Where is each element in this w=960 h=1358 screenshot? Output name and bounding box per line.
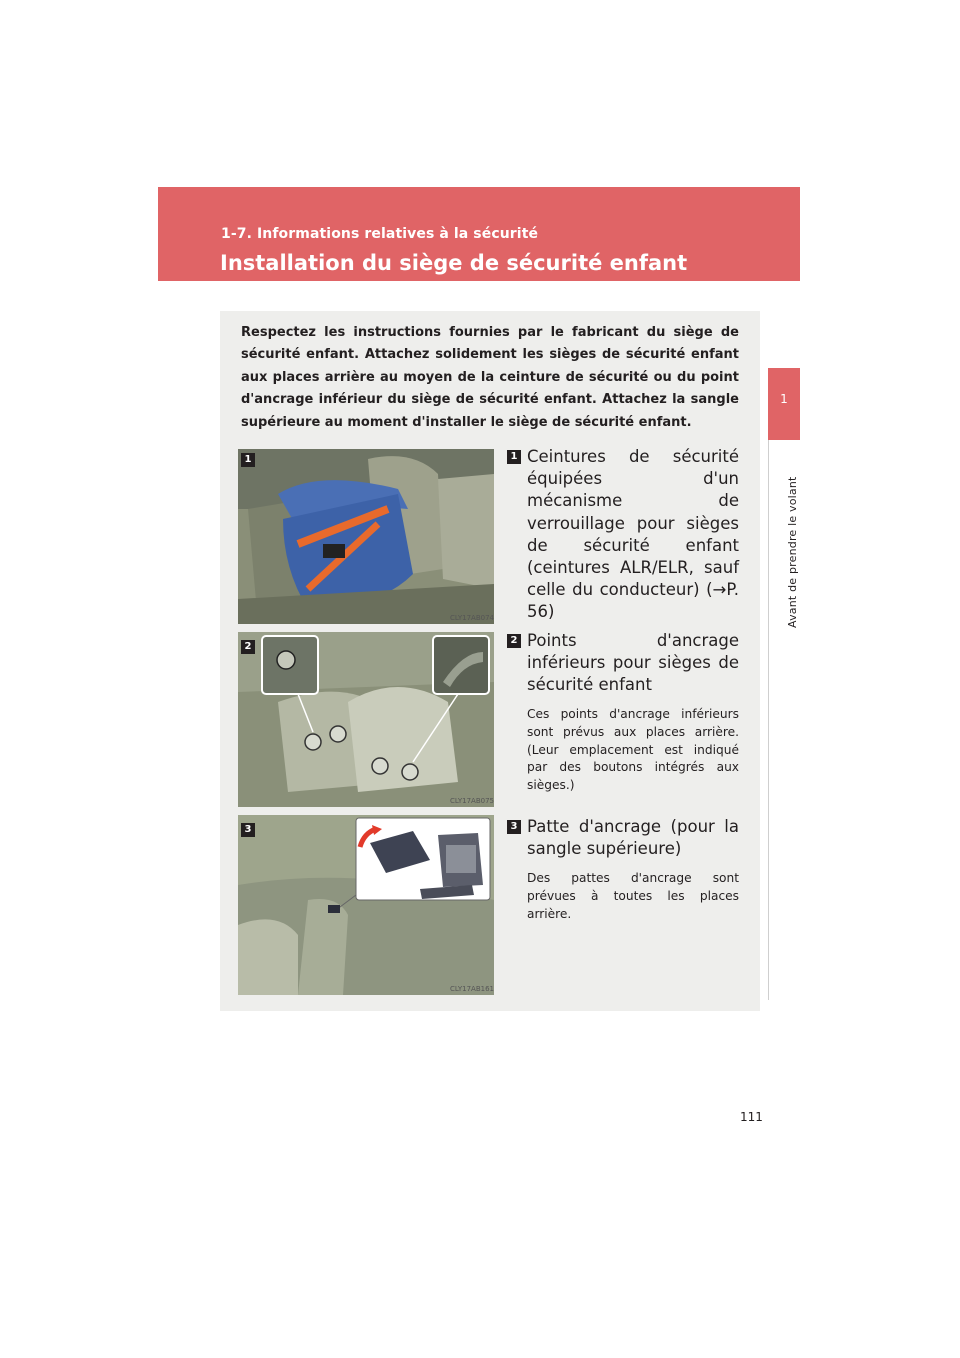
item-badge: 1 — [507, 450, 521, 464]
item-badge: 3 — [507, 820, 521, 834]
page-number: 111 — [740, 1110, 763, 1124]
figure-badge: 3 — [241, 823, 255, 837]
chapter-tab-number: 1 — [780, 392, 788, 406]
item-badge: 2 — [507, 634, 521, 648]
item-description: Ces points d'ancrage inférieurs sont prévus aux places arrière. (Leur emplacement est indiqué par des boutons intégrés aux sièges.) — [527, 707, 739, 793]
figure-child-seat-belt — [238, 449, 494, 624]
chapter-tab-label: Avant de prendre le volant — [786, 476, 799, 628]
figure-badge: 2 — [241, 640, 255, 654]
page-title: Installation du siège de sécurité enfant — [220, 251, 688, 275]
item-title: Ceintures de sécurité équipées d'un mécanisme de verrouillage pour sièges de sécurité enfant (ceintures ALR/ELR, sauf celle du conducteur) (→P. 56) — [527, 447, 739, 622]
intro-paragraph: Respectez les instructions fournies par le fabricant du siège de sécurité enfant. Attachez solidement les sièges de sécurité enfant aux places arrière au moyen de la ceinture de sécurité ou du point d'ancrage inférieur du siège de sécurité enfant. Attachez la sangle supérieure au moment d'installer le siège de sécurité enfant. — [241, 325, 739, 430]
figure-badge: 1 — [241, 453, 255, 467]
figure-code: CLY17AB074 — [450, 614, 494, 622]
item-description: Des pattes d'ancrage sont prévues à toutes les places arrière. — [527, 871, 739, 921]
figure-tether-bracket — [238, 815, 494, 995]
figure-lower-anchors — [238, 632, 494, 807]
figure-code: CLY17AB075 — [450, 797, 494, 805]
figure-code: CLY17AB161 — [450, 985, 494, 993]
item-title: Points d'ancrage inférieurs pour sièges de sécurité enfant — [527, 631, 739, 695]
item-title: Patte d'ancrage (pour la sangle supérieure) — [527, 817, 739, 859]
side-divider — [768, 440, 769, 1000]
section-label: 1-7. Informations relatives à la sécurité — [221, 226, 539, 242]
